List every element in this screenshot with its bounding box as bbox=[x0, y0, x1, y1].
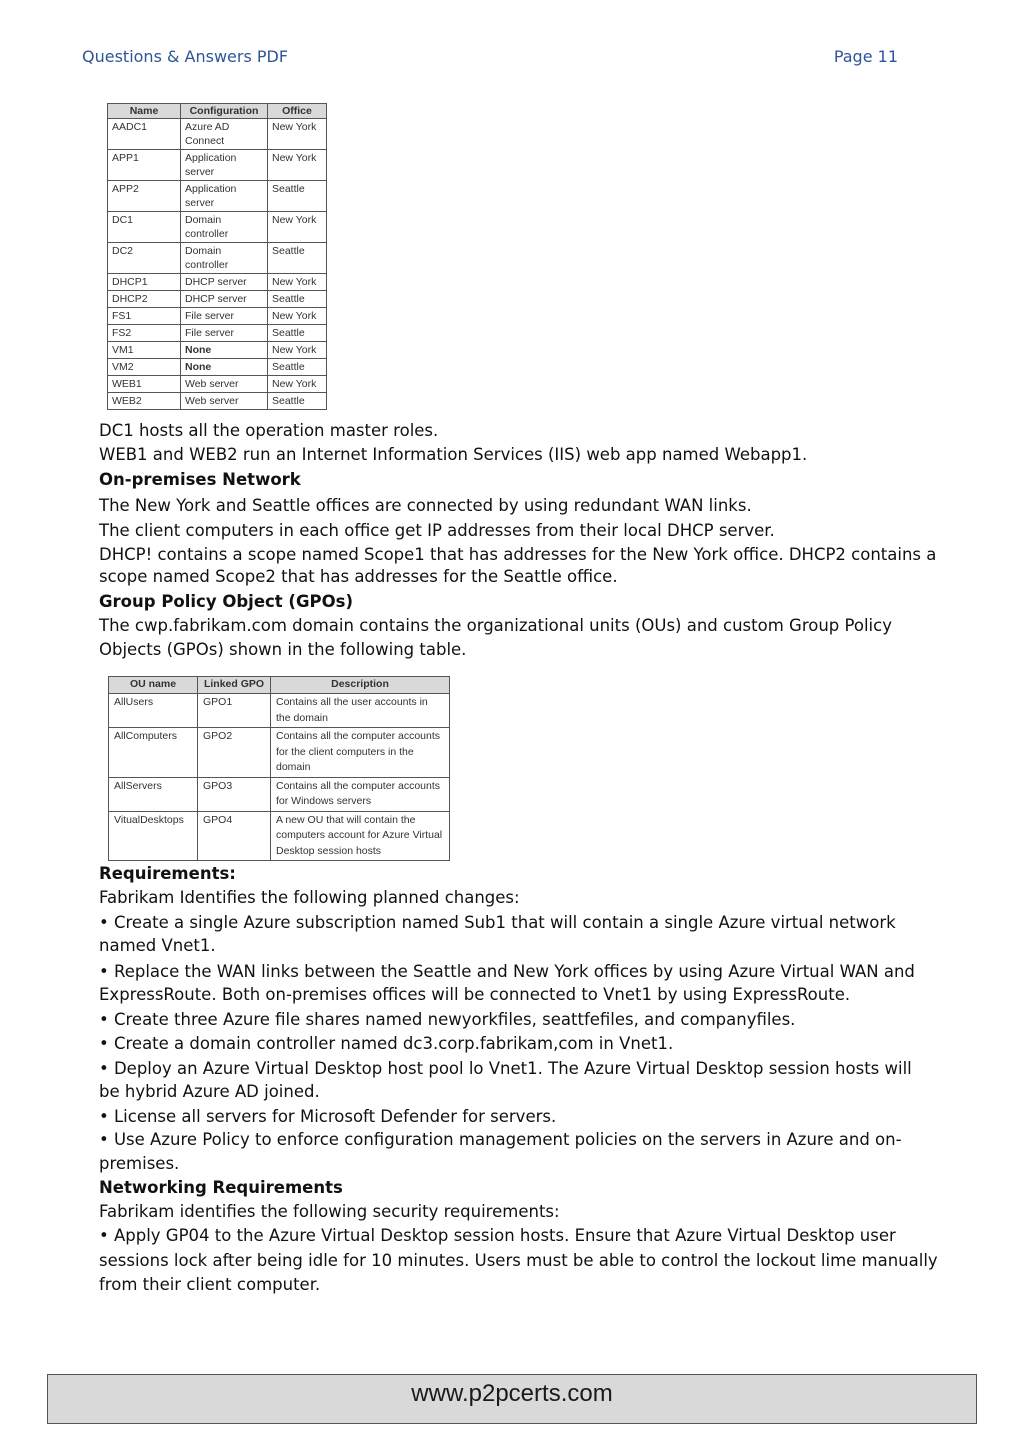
section-heading: On-premises Network bbox=[99, 470, 301, 489]
server-name: VM1 bbox=[108, 342, 181, 359]
server-configuration: Application server bbox=[181, 181, 268, 212]
server-office: New York bbox=[268, 376, 327, 393]
table-row bbox=[108, 393, 327, 410]
linked-gpo: GPO4 bbox=[198, 811, 271, 861]
section-heading: Requirements: bbox=[99, 864, 236, 883]
server-office: New York bbox=[268, 150, 327, 181]
linked-gpo: GPO1 bbox=[198, 694, 271, 728]
table-row bbox=[109, 728, 450, 778]
server-name: DC2 bbox=[108, 243, 181, 274]
list-item: • Create a single Azure subscription named Sub1 that will contain a single Azure virtual network bbox=[99, 913, 896, 932]
paragraph: scope named Scope2 that has addresses for the Seattle office. bbox=[99, 567, 618, 586]
server-office: New York bbox=[268, 119, 327, 150]
server-configuration: Application server bbox=[181, 150, 268, 181]
paragraph: The client computers in each office get IP addresses from their local DHCP server. bbox=[99, 521, 775, 540]
server-name: WEB2 bbox=[108, 393, 181, 410]
server-office: Seattle bbox=[268, 243, 327, 274]
server-configuration: Web server bbox=[181, 393, 268, 410]
page-number: Page 11 bbox=[833, 47, 898, 66]
list-item: • Create three Azure file shares named newyorkfiles, seattfefiles, and companyfiles. bbox=[99, 1010, 796, 1029]
server-name: FS2 bbox=[108, 325, 181, 342]
server-name: APP2 bbox=[108, 181, 181, 212]
paragraph: DHCP! contains a scope named Scope1 that has addresses for the New York office. DHCP2 contains a bbox=[99, 545, 937, 564]
table-row bbox=[109, 811, 450, 861]
document-title: Questions & Answers PDF bbox=[82, 47, 289, 66]
column-header-configuration: Configuration bbox=[181, 104, 268, 119]
list-item-continuation: be hybrid Azure AD joined. bbox=[99, 1082, 320, 1101]
table-row bbox=[108, 376, 327, 393]
ou-name: VitualDesktops bbox=[109, 811, 198, 861]
table-row bbox=[108, 181, 327, 212]
list-item: • Apply GP04 to the Azure Virtual Desktop session hosts. Ensure that Azure Virtual Desktop user bbox=[99, 1226, 896, 1245]
ou-table bbox=[108, 676, 450, 861]
list-item: • Deploy an Azure Virtual Desktop host pool lo Vnet1. The Azure Virtual Desktop session hosts will bbox=[99, 1059, 912, 1078]
list-item: • Use Azure Policy to enforce configuration management policies on the servers in Azure and on- bbox=[99, 1130, 902, 1149]
ou-description: Contains all the computer accounts for Windows servers bbox=[271, 777, 450, 811]
ou-description: A new OU that will contain the computers account for Azure Virtual Desktop session hosts bbox=[271, 811, 450, 861]
server-name: VM2 bbox=[108, 359, 181, 376]
ou-name: AllUsers bbox=[109, 694, 198, 728]
server-name: FS1 bbox=[108, 308, 181, 325]
table-row bbox=[108, 308, 327, 325]
section-heading: Networking Requirements bbox=[99, 1178, 343, 1197]
list-item-continuation: sessions lock after being idle for 10 minutes. Users must be able to control the lockout lime manually bbox=[99, 1251, 938, 1270]
server-configuration: Web server bbox=[181, 376, 268, 393]
server-office: Seattle bbox=[268, 393, 327, 410]
linked-gpo: GPO2 bbox=[198, 728, 271, 778]
paragraph: DC1 hosts all the operation master roles. bbox=[99, 421, 439, 440]
server-office: New York bbox=[268, 212, 327, 243]
server-name: DC1 bbox=[108, 212, 181, 243]
table-row bbox=[108, 212, 327, 243]
column-header-name: Name bbox=[108, 104, 181, 119]
table-row bbox=[109, 777, 450, 811]
paragraph: The New York and Seattle offices are connected by using redundant WAN links. bbox=[99, 496, 752, 515]
intro-text-block bbox=[99, 419, 974, 664]
section-heading: Group Policy Object (GPOs) bbox=[99, 592, 354, 611]
server-office: Seattle bbox=[268, 291, 327, 308]
server-configuration: File server bbox=[181, 308, 268, 325]
list-item: • Replace the WAN links between the Seattle and New York offices by using Azure Virtual WAN and bbox=[99, 962, 915, 981]
paragraph: WEB1 and WEB2 run an Internet Information Services (IIS) web app named Webapp1. bbox=[99, 445, 808, 464]
server-configuration: File server bbox=[181, 325, 268, 342]
server-configuration: DHCP server bbox=[181, 291, 268, 308]
table-row bbox=[108, 325, 327, 342]
column-header-ou-name: OU name bbox=[109, 677, 198, 694]
ou-description: Contains all the user accounts in the domain bbox=[271, 694, 450, 728]
table-row bbox=[108, 119, 327, 150]
linked-gpo: GPO3 bbox=[198, 777, 271, 811]
list-item-continuation: premises. bbox=[99, 1154, 180, 1173]
list-item-continuation: from their client computer. bbox=[99, 1275, 321, 1294]
table-row bbox=[108, 150, 327, 181]
server-configuration: Azure AD Connect bbox=[181, 119, 268, 150]
server-office: New York bbox=[268, 274, 327, 291]
list-item-continuation: ExpressRoute. Both on-premises offices will be connected to Vnet1 by using ExpressRoute. bbox=[99, 985, 851, 1004]
list-item: • License all servers for Microsoft Defender for servers. bbox=[99, 1107, 557, 1126]
server-office: New York bbox=[268, 342, 327, 359]
paragraph: Objects (GPOs) shown in the following table. bbox=[99, 640, 467, 659]
column-header-description: Description bbox=[271, 677, 450, 694]
server-office: New York bbox=[268, 308, 327, 325]
table-row bbox=[108, 274, 327, 291]
table-row bbox=[108, 359, 327, 376]
servers-table bbox=[107, 103, 327, 410]
ou-description: Contains all the computer accounts for the client computers in the domain bbox=[271, 728, 450, 778]
page-header bbox=[82, 47, 898, 71]
page-footer bbox=[47, 1374, 977, 1424]
table-row bbox=[108, 291, 327, 308]
server-office: Seattle bbox=[268, 359, 327, 376]
server-name: APP1 bbox=[108, 150, 181, 181]
server-office: Seattle bbox=[268, 181, 327, 212]
server-office: Seattle bbox=[268, 325, 327, 342]
table-header-row bbox=[108, 104, 327, 119]
server-name: AADC1 bbox=[108, 119, 181, 150]
column-header-linked-gpo: Linked GPO bbox=[198, 677, 271, 694]
server-configuration: None bbox=[181, 342, 268, 359]
ou-name: AllServers bbox=[109, 777, 198, 811]
table-header-row bbox=[109, 677, 450, 694]
server-configuration: Domain controller bbox=[181, 243, 268, 274]
list-item: • Create a domain controller named dc3.corp.fabrikam,com in Vnet1. bbox=[99, 1034, 674, 1053]
table-row bbox=[109, 694, 450, 728]
paragraph: Fabrikam identifies the following security requirements: bbox=[99, 1202, 560, 1221]
paragraph: Fabrikam Identifies the following planned changes: bbox=[99, 888, 520, 907]
server-configuration: None bbox=[181, 359, 268, 376]
table-row bbox=[108, 342, 327, 359]
requirements-text-block bbox=[99, 862, 974, 1302]
table-row bbox=[108, 243, 327, 274]
server-configuration: DHCP server bbox=[181, 274, 268, 291]
server-name: DHCP2 bbox=[108, 291, 181, 308]
footer-url: www.p2pcerts.com bbox=[411, 1380, 613, 1407]
ou-name: AllComputers bbox=[109, 728, 198, 778]
list-item-continuation: named Vnet1. bbox=[99, 936, 216, 955]
server-name: WEB1 bbox=[108, 376, 181, 393]
server-name: DHCP1 bbox=[108, 274, 181, 291]
column-header-office: Office bbox=[268, 104, 327, 119]
paragraph: The cwp.fabrikam.com domain contains the organizational units (OUs) and custom Group Policy bbox=[99, 616, 892, 635]
server-configuration: Domain controller bbox=[181, 212, 268, 243]
